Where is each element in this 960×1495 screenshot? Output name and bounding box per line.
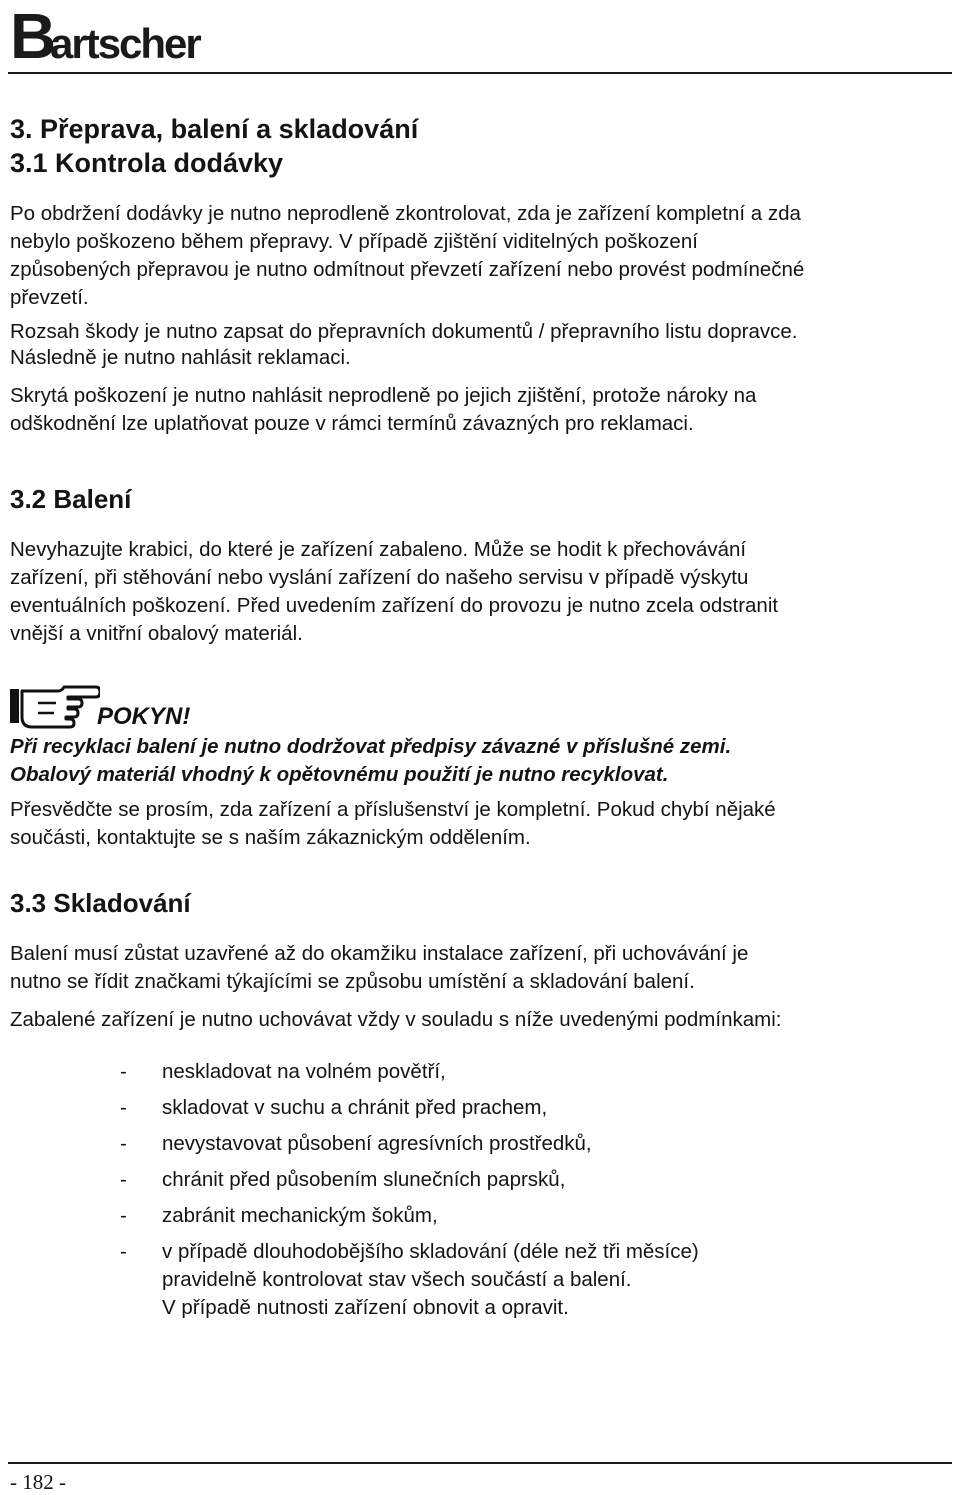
text-line: součásti, kontaktujte se s naším zákaznickým oddělením. xyxy=(10,826,531,849)
list-dash: - xyxy=(120,1168,127,1191)
text-line: nebylo poškozeno během přepravy. V případě zjištění viditelných poškození xyxy=(10,230,698,253)
svg-text:B: B xyxy=(10,2,54,68)
footer-rule xyxy=(8,1462,952,1464)
list-item xyxy=(120,1094,699,1122)
text-line: Zabalené zařízení je nutno uchovávat vždy v souladu s níže uvedenými podmínkami: xyxy=(10,1008,782,1031)
list-item-text: nevystavovat působení agresívních prostředků, xyxy=(162,1132,592,1155)
list-item xyxy=(120,1130,699,1158)
text-line: zařízení, při stěhování nebo vyslání zařízení do našeho servisu v případě výskytu xyxy=(10,566,749,589)
list-item xyxy=(120,1238,699,1322)
text-line: vnější a vnitřní obalový materiál. xyxy=(10,622,303,645)
list-dash: - xyxy=(120,1204,127,1227)
text-line: způsobených přepravou je nutno odmítnout převzetí zařízení nebo provést podmínečné xyxy=(10,258,805,281)
list-item xyxy=(120,1058,699,1086)
text-line: Nevyhazujte krabici, do které je zařízení zabaleno. Může se hodit k přechovávání xyxy=(10,538,747,561)
list-dash: - xyxy=(120,1132,127,1155)
text-line: Skrytá poškození je nutno nahlásit neprodleně po jejich zjištění, protože nároky na xyxy=(10,384,757,407)
list-item xyxy=(120,1166,699,1194)
section-title: 3. Přeprava, balení a skladování xyxy=(10,114,419,144)
subsection-title-skladovani: 3.3 Skladování xyxy=(10,888,191,918)
text-line: odškodnění lze uplatňovat pouze v rámci termínů závazných pro reklamaci. xyxy=(10,412,694,435)
subsection-title-kontrola: 3.1 Kontrola dodávky xyxy=(10,148,284,178)
svg-text:artscher: artscher xyxy=(50,20,200,67)
text-line: Rozsah škody je nutno zapsat do přepravních dokumentů / přepravního listu dopravce. xyxy=(10,320,798,343)
page-number: - 182 - xyxy=(10,1470,66,1494)
list-item-text: pravidelně kontrolovat stav všech součástí a balení. xyxy=(162,1268,632,1291)
text-line: Následně je nutno nahlásit reklamaci. xyxy=(10,346,351,369)
text-line: převzetí. xyxy=(10,286,89,309)
list-item-text: skladovat v suchu a chránit před prachem, xyxy=(162,1096,548,1119)
header-rule xyxy=(8,72,952,74)
notice-bold-line: Při recyklaci balení je nutno dodržovat předpisy závazné v příslušné zemi. xyxy=(10,735,732,758)
list-item-text: zabránit mechanickým šokům, xyxy=(162,1204,438,1227)
text-line: Přesvědčte se prosím, zda zařízení a příslušenství je kompletní. Pokud chybí nějaké xyxy=(10,798,776,821)
bartscher-logo xyxy=(10,2,220,68)
list-item xyxy=(120,1202,699,1230)
text-line: Balení musí zůstat uzavřené až do okamžiku instalace zařízení, při uchovávání je xyxy=(10,942,749,965)
list-item-text: chránit před působením slunečních paprsků, xyxy=(162,1168,566,1191)
list-dash: - xyxy=(120,1240,127,1263)
list-item-text: neskladovat na volném povětří, xyxy=(162,1060,446,1083)
text-line: Po obdržení dodávky je nutno neprodleně zkontrolovat, zda je zařízení kompletní a zda xyxy=(10,202,801,225)
list-item-text: V případě nutnosti zařízení obnovit a opravit. xyxy=(162,1296,569,1319)
list-dash: - xyxy=(120,1060,127,1083)
storage-conditions-list xyxy=(120,1058,699,1330)
pointing-hand-icon xyxy=(8,683,100,729)
text-line: eventuálních poškození. Před uvedením zařízení do provozu je nutno zcela odstranit xyxy=(10,594,779,617)
notice-bold-line: Obalový materiál vhodný k opětovnému použití je nutno recyklovat. xyxy=(10,763,669,786)
list-item-text: v případě dlouhodobějšího skladování (déle než tři měsíce) xyxy=(162,1240,699,1263)
text-line: nutno se řídit značkami týkajícími se způsobu umístění a skladování balení. xyxy=(10,970,695,993)
list-dash: - xyxy=(120,1096,127,1119)
subsection-title-baleni: 3.2 Balení xyxy=(10,484,132,514)
notice-title: POKYN! xyxy=(97,703,191,730)
